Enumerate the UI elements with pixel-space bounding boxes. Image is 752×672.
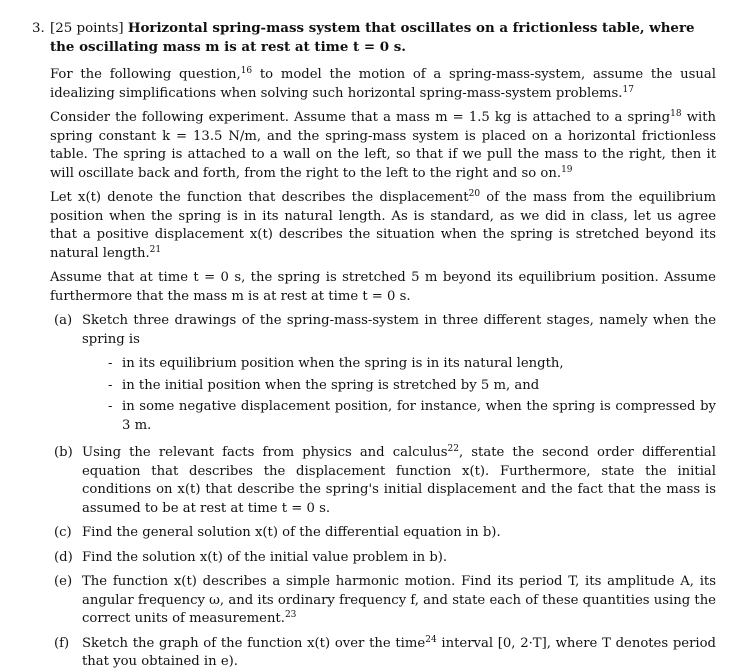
question-points: [25 points] (50, 21, 124, 36)
paragraph-displacement: Let x(t) denote the function that describes the displacement$^{20}$ of the mass from the equilibrium position when the spring is in its natural length. As is standard, as we did in class, let us agree that a positive displacement x(t) describes the situation when the spring is stretched beyond its natural length.$^{21}$ (50, 189, 716, 261)
bullet-list (82, 355, 716, 435)
question-body (32, 66, 716, 672)
parts-list (50, 312, 716, 672)
part-b (50, 444, 716, 518)
part-label: (c) (54, 525, 72, 540)
question-title: Horizontal spring-mass system that oscillates on a frictionless table, where the oscillating mass m is at rest at time t = 0 s. (50, 20, 695, 55)
question-heading-text (50, 19, 716, 57)
part-text: Sketch the graph of the function x(t) over the time$^{24}$ interval [0, 2·T], where T denotes period that you obtained in e). (82, 634, 717, 669)
part-text: Find the solution x(t) of the initial value problem in b). (82, 549, 448, 565)
part-label: (b) (54, 445, 73, 460)
question-number: 3. (32, 21, 45, 36)
part-label: (d) (54, 549, 73, 565)
paragraph-intro: For the following question,$^{16}$ to model the motion of a spring-mass-system, assume the usual idealizing simplifications when solving such horizontal spring-mass-system problems.$^{17}$ (50, 66, 716, 101)
footnote-marker: 20 (468, 189, 481, 199)
part-label: (f) (54, 635, 70, 651)
part-label: (a) (54, 313, 73, 328)
part-text: The function x(t) describes a simple harmonic motion. Find its period T, its amplitude A, its angular frequency ω, and its ordinary frequency f, and state each of these quantities using the correct units of measurement.$^{23}$ (82, 574, 716, 626)
footnote-marker: 23 (284, 610, 297, 620)
part-a (50, 312, 716, 438)
bullet-item: - in its equilibrium position when the spring is in its natural length, (108, 356, 564, 371)
bullet-item: - in the initial position when the spring is stretched by 5 m, and (108, 377, 540, 393)
paragraph-experiment: Consider the following experiment. Assume that a mass m = 1.5 kg is attached to a spring$^{18}$ with spring constant k = 13.5 N/m, and the spring-mass system is placed on a horizontal frictionless table. The spring is attached to a wall on the left, so that if we pull the mass to the right, then it will oscillate back and forth, from the right to the left to the right and so on.$^{19}$ (50, 109, 716, 181)
footnote-marker: 17 (622, 84, 634, 95)
footnote-marker: 16 (240, 66, 253, 76)
footnote-marker: 24 (425, 634, 437, 645)
part-label: (e) (54, 574, 73, 589)
part-c (50, 524, 716, 543)
part-f (50, 635, 716, 672)
part-d (50, 549, 716, 568)
footnote-marker: 22 (447, 444, 459, 454)
part-text: Find the general solution x(t) of the differential equation in b). (82, 525, 501, 540)
footnote-marker: 18 (670, 109, 682, 119)
part-e (50, 573, 716, 629)
footnote-marker: 21 (149, 244, 162, 255)
paragraph-initial-condition: Assume that at time t = 0 s, the spring is stretched 5 m beyond its equilibrium position. Assume furthermore that the mass m is at rest at time t = 0 s. (50, 270, 716, 304)
part-text: Using the relevant facts from physics and calculus$^{22}$, state the second order differential equation that describes the displacement function x(t). Furthermore, state the initial conditions on x(t) that describe the spring's initial displacement and the fact that the mass is assumed to be at rest at time t = 0 s. (82, 444, 716, 516)
part-text: Sketch three drawings of the spring-mass-system in three different stages, namely when the spring is - in its equilibrium position when the spring is in its natural length, - in the initial position when the spring is stretched by 5 m, and - in some negative displacement position, for instance, when the spring is compressed by 3 m. (82, 312, 716, 438)
question-heading (32, 19, 716, 57)
footnote-marker: 19 (561, 164, 573, 175)
bullet-item: - in some negative displacement position, for instance, when the spring is compressed by 3 m. (108, 399, 716, 433)
